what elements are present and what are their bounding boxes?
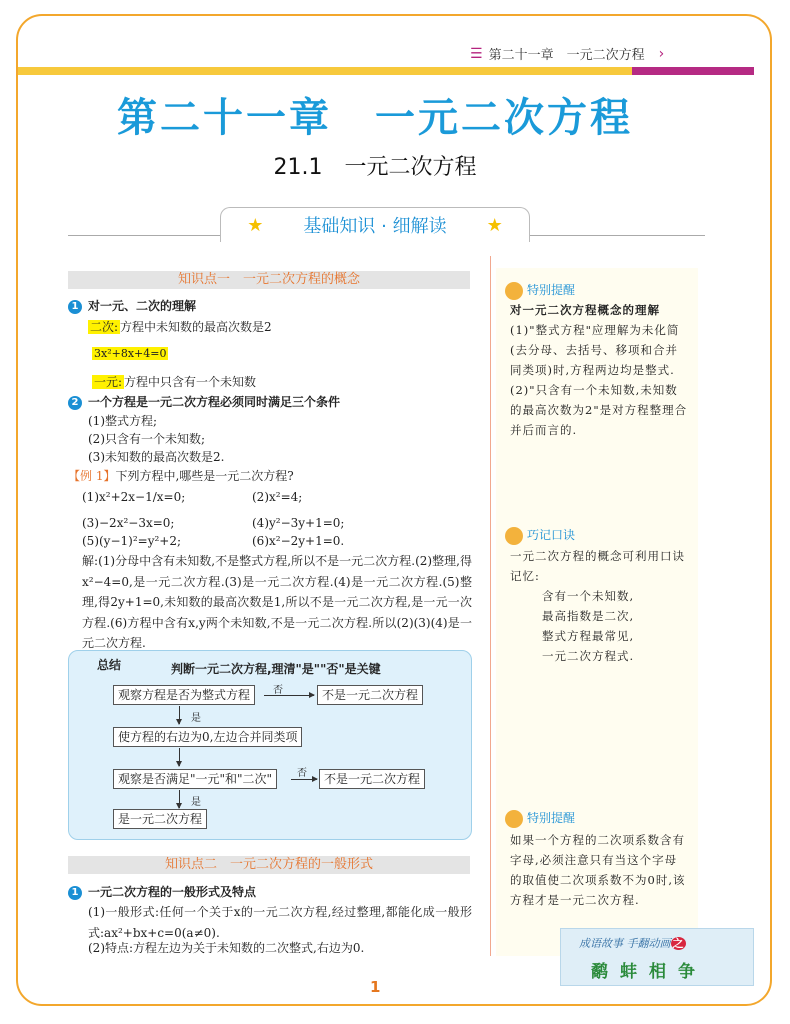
- tip1-body: (1)"整式方程"应理解为未化简(去分母、去括号、移项和合并同类项)时,方程两边均是整式. (2)"只含有一个未知数,未知数的最高次数为2"是对方程整理合并后而言的.: [510, 323, 688, 437]
- equation-item: (3)−2x²−3x=0;: [82, 516, 175, 530]
- summary-box: [68, 650, 472, 840]
- kp1-heading-2: 2 一个方程是一元二次方程必须同时满足三个条件: [68, 393, 340, 410]
- chevron-right-icon[interactable]: ›: [658, 45, 665, 62]
- mascot-icon: [505, 810, 523, 828]
- star-icon: ★: [486, 214, 503, 236]
- kp2-heading-1: 1 一元二次方程的一般形式及特点: [68, 883, 256, 900]
- animation-promo[interactable]: [560, 928, 754, 986]
- tip-special-reminder-1: 特别提醒: [505, 281, 575, 300]
- condition-item: (3)未知数的最高次数是2.: [88, 450, 225, 464]
- list-icon: ☰: [470, 45, 483, 62]
- arrow-down-icon: [179, 706, 180, 724]
- knowledge-point-1-title: 知识点一 一元二次方程的概念: [68, 271, 470, 289]
- arrow-right-icon: [291, 779, 317, 780]
- mnemonic-verse: 含有一个未知数, 最高指数是二次, 整式方程最常见, 一元二次方程式.: [542, 589, 635, 663]
- section-banner: [220, 207, 530, 242]
- chapter-title: 第二十一章 一元二次方程: [117, 95, 633, 141]
- tip2-body: 一元二次方程的概念可利用口诀记忆:: [510, 549, 685, 583]
- arrow-down-icon: [179, 748, 180, 766]
- promo-caption: 成语故事 手翻动画 之: [579, 937, 684, 950]
- example-1: 【例 1】下列方程中,哪些是一元二次方程?: [68, 469, 294, 483]
- banner-text: 基础知识 · 细解读: [303, 216, 447, 237]
- condition-item: (2)只含有一个未知数;: [88, 432, 206, 446]
- equation-item: (4)y²−3y+1=0;: [252, 516, 345, 530]
- equation-item: (2)x²=4;: [252, 490, 303, 504]
- diagram-quadratic: 二次: 方程中未知数的最高次数是2: [90, 320, 272, 334]
- yes-label: 是: [191, 713, 201, 724]
- arrow-down-icon: [179, 790, 180, 808]
- header-bar-yellow: [18, 67, 632, 75]
- equation-item: (1)x²+2x−1/x=0;: [82, 490, 186, 504]
- condition-item: (1)整式方程;: [88, 414, 158, 428]
- breadcrumb-label: 第二十一章 一元二次方程: [488, 48, 645, 63]
- flow-box-6: 是一元二次方程: [113, 809, 207, 829]
- tip-special-reminder-2: 特别提醒: [505, 809, 575, 828]
- number-1-icon: 1: [68, 300, 82, 314]
- section-title: 21.1 一元二次方程: [273, 155, 477, 180]
- no-label: 否: [297, 768, 307, 779]
- promo-idiom: 鹬蚌相争: [591, 962, 707, 982]
- equation-item: (5)(y−1)²=y²+2;: [82, 534, 182, 548]
- arrow-right-icon: [264, 695, 314, 696]
- diagram-univariate: 一元: 方程中只含有一个未知数: [94, 375, 257, 389]
- flow-box-2: 不是一元二次方程: [317, 685, 423, 705]
- column-divider: [490, 256, 491, 956]
- number-2-icon: 2: [68, 396, 82, 410]
- no-label: 否: [273, 685, 283, 696]
- summary-title: 判断一元二次方程,理清"是""否"是关键: [171, 662, 381, 676]
- diagram-equation: 3x²+8x+4=0: [94, 347, 167, 360]
- kp2-paragraph-1: (1)一般形式:任何一个关于x的一元二次方程,经过整理,都能化成一般形式:ax²+bx+c=0(a≠0).: [88, 905, 472, 940]
- flow-box-1: 观察方程是否为整式方程: [113, 685, 255, 705]
- mascot-icon: [505, 527, 523, 545]
- number-1-icon: 1: [68, 886, 82, 900]
- example-solution: 解:(1)分母中含有未知数,不是整式方程,所以不是一元二次方程.(2)整理,得x²−4=0,是一元二次方程.(3)是一元二次方程.(4)是一元二次方程.(5)整理,得2y+1=0,未知数的最高次数是1,所以不是一元二次方程,是一元一次方程.(6)方程中含有x,y两个未知数,不是一元二次方程.所以(2)(3)(4)是一元二次方程.: [82, 554, 472, 650]
- tip-mnemonic: 巧记口诀: [505, 526, 575, 545]
- tip3-body: 如果一个方程的二次项系数含有字母,必须注意只有当这个字母的取值使二次项系数不为0时,该方程才是一元二次方程.: [510, 833, 686, 907]
- flow-box-4: 观察是否满足"一元"和"二次": [113, 769, 277, 789]
- tip1-heading: 对一元二次方程概念的理解: [510, 303, 660, 317]
- breadcrumb[interactable]: [470, 44, 664, 63]
- kp1-heading-1: 1 对一元、二次的理解: [68, 297, 196, 314]
- star-icon: ★: [247, 214, 264, 236]
- flow-box-5: 不是一元二次方程: [319, 769, 425, 789]
- header-bar-magenta: [632, 67, 754, 75]
- page-number: 1: [370, 978, 381, 996]
- knowledge-point-2-title: 知识点二 一元二次方程的一般形式: [68, 856, 470, 874]
- summary-label: 总结: [97, 658, 122, 672]
- yes-label: 是: [191, 797, 201, 808]
- equation-item: (6)x²−2y+1=0.: [252, 534, 345, 548]
- mascot-icon: [505, 282, 523, 300]
- flow-box-3: 使方程的右边为0,左边合并同类项: [113, 727, 302, 747]
- kp2-paragraph-2: (2)特点:方程左边为关于未知数的二次整式,右边为0.: [88, 941, 365, 955]
